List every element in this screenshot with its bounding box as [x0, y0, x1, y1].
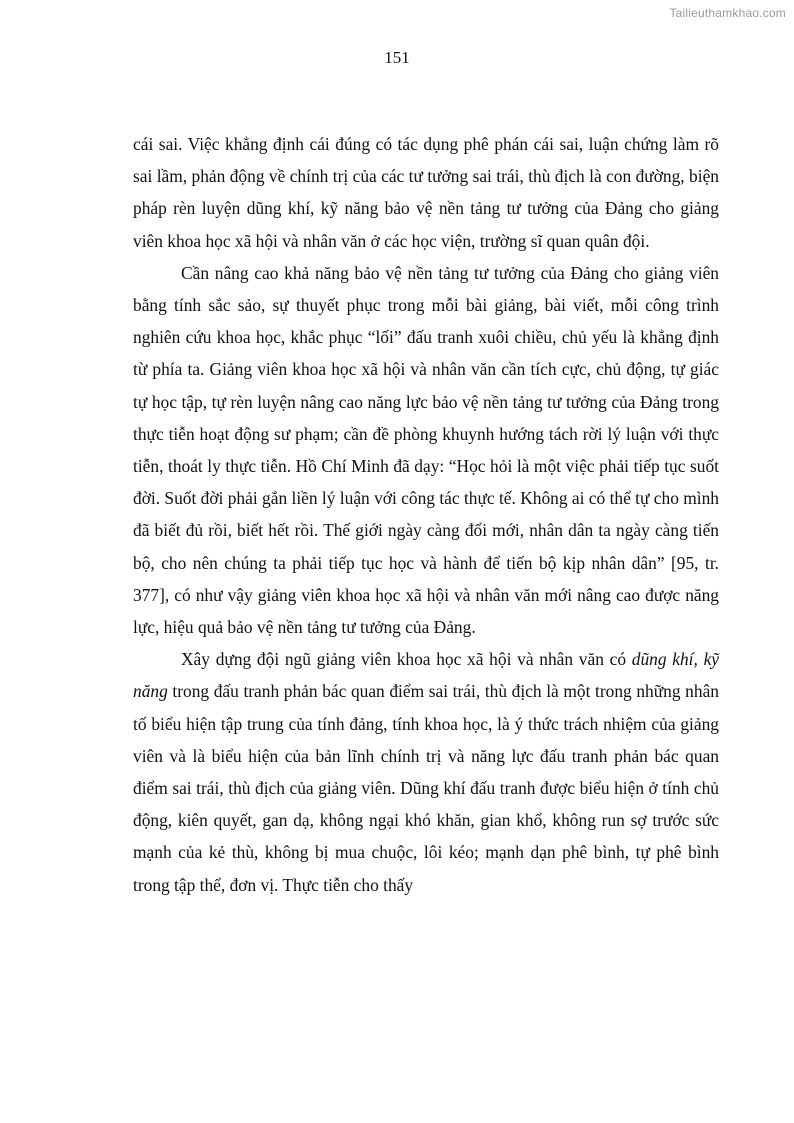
- paragraph-3-end: trong đấu tranh phản bác quan điểm sai trái, thù địch là một trong những nhân tố biểu hiện tập trung của tính đảng, tính khoa học, là ý thức trách nhiệm của giảng viên và là biểu hiện của bản lĩnh chính trị và năng lực đấu tranh phản bác quan điểm sai trái, thù địch của giảng viên. Dũng khí đấu tranh được biểu hiện ở tính chủ động, kiên quyết, gan dạ, không ngại khó khăn, gian khổ, không run sợ trước sức mạnh của kẻ thù, không bị mua chuộc, lôi kéo; mạnh dạn phê bình, tự phê bình trong tập thể, đơn vị. Thực tiễn cho thấy: [133, 681, 719, 895]
- paragraph-2: Cần nâng cao khả năng bảo vệ nền tảng tư tưởng của Đảng cho giảng viên bằng tính sắc sảo, sự thuyết phục trong mỗi bài giảng, bài viết, mỗi công trình nghiên cứu khoa học, khắc phục “lối” đấu tranh xuôi chiều, chủ yếu là khẳng định từ phía ta. Giảng viên khoa học xã hội và nhân văn cần tích cực, chủ động, tự giác tự học tập, tự rèn luyện nâng cao năng lực bảo vệ nền tảng tư tưởng của Đảng trong thực tiễn hoạt động sư phạm; cần đề phòng khuynh hướng tách rời lý luận với thực tiễn, thoát ly thực tiễn. Hồ Chí Minh đã dạy: “Học hỏi là một việc phải tiếp tục suốt đời. Suốt đời phải gắn liền lý luận với công tác thực tế. Không ai có thể tự cho mình đã biết đủ rồi, biết hết rồi. Thế giới ngày càng đổi mới, nhân dân ta ngày càng tiến bộ, cho nên chúng ta phải tiếp tục học và hành để tiến bộ kịp nhân dân” [95, tr. 377], có như vậy giảng viên khoa học xã hội và nhân văn mới nâng cao được năng lực, hiệu quả bảo vệ nền tảng tư tưởng của Đảng.: [133, 262, 719, 638]
- document-body: [133, 128, 719, 901]
- paragraph-3-emphasis: dũng khí, kỹ năng: [133, 649, 720, 702]
- paragraph-3-start: Xây dựng đội ngũ giảng viên khoa học xã hội và nhân văn có: [181, 649, 632, 670]
- page-number: 151: [384, 48, 410, 67]
- paragraph-1: cái sai. Việc khẳng định cái đúng có tác dụng phê phán cái sai, luận chứng làm rõ sai lầm, phản động về chính trị của các tư tưởng sai trái, thù địch là con đường, biện pháp rèn luyện dũng khí, kỹ năng bảo vệ nền tảng tư tưởng của Đảng cho giảng viên khoa học xã hội và nhân văn ở các học viện, trường sĩ quan quân đội.: [133, 134, 719, 251]
- paragraph-3: [133, 643, 719, 901]
- watermark-text: Tailieuthamkhao.com: [669, 6, 786, 20]
